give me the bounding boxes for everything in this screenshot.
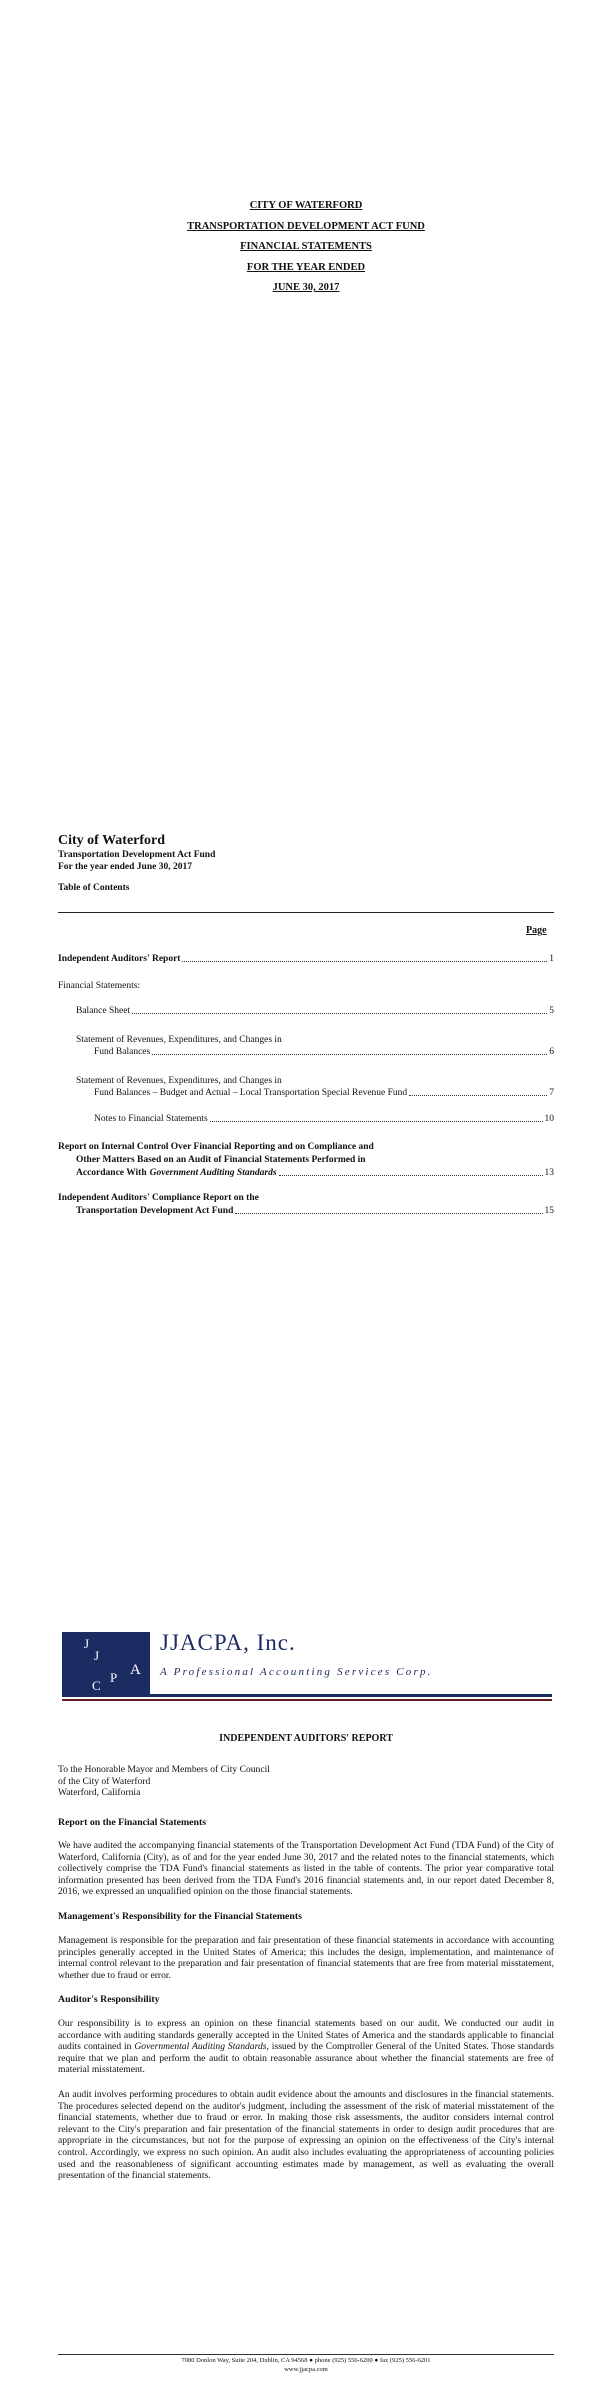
toc-entry-title-prefix: Accordance With — [76, 1168, 147, 1178]
toc-financial-statements-label: Financial Statements: — [58, 981, 141, 991]
cover-line-year-ended: FOR THE YEAR ENDED — [246, 261, 366, 273]
paragraph-auditor-responsibility — [58, 2018, 554, 2076]
toc-label: Table of Contents — [58, 883, 130, 893]
toc-header — [58, 833, 558, 893]
firm-logo-mark — [62, 1632, 150, 1696]
footer-website[interactable]: www.jjacpa.com — [284, 2366, 328, 2373]
toc-year: For the year ended June 30, 2017 — [58, 862, 192, 872]
toc-internal-line1: Report on Internal Control Over Financial Reporting and on Compliance and — [58, 1142, 374, 1152]
paragraph-management-responsibility: Management is responsible for the preparation and fair presentation of these financial statements in accordance with accounting principles generally accepted in the United States of America; this includes the design, implementation, and maintenance of internal control relevant to the preparation and fair presentation of financial statements that are free from material misstatement, whether due to fraud or error. — [58, 1935, 554, 1981]
toc-entry-page: 15 — [544, 1206, 554, 1216]
toc-internal-line2: Other Matters Based on an Audit of Financial Statements Performed in — [76, 1155, 366, 1165]
cover-line-statements: FINANCIAL STATEMENTS — [240, 241, 372, 252]
toc-entry-page: 1 — [549, 954, 554, 964]
toc-budget-line1: Statement of Revenues, Expenditures, and Changes in — [76, 1076, 282, 1086]
logo-letter-c: C — [92, 1678, 101, 1693]
toc-leader-dots — [210, 1121, 543, 1122]
report-addressee — [58, 1764, 554, 1799]
toc-entry-page: 10 — [544, 1114, 554, 1124]
toc-entry-page: 5 — [549, 1006, 554, 1016]
report-title: INDEPENDENT AUDITORS' REPORT — [219, 1733, 393, 1744]
toc-entry-notes[interactable] — [94, 1113, 554, 1125]
toc-leader-dots — [409, 1095, 547, 1096]
toc-leader-dots — [235, 1213, 542, 1214]
toc-entry-title: Notes to Financial Statements — [94, 1114, 208, 1124]
toc-entry-compliance[interactable] — [76, 1205, 554, 1217]
section-heading-management: Management's Responsibility for the Financial Statements — [58, 1911, 302, 1922]
firm-name: JJACPA, Inc. — [160, 1630, 296, 1655]
cover-line-fund: TRANSPORTATION DEVELOPMENT ACT FUND — [187, 220, 425, 232]
paragraph-audit-scope: We have audited the accompanying financial statements of the Transportation Development Act Fund (TDA Fund) of the City of Waterford, California (City), as of and for the year ended June 30, 2017 and the related notes to the financial statements, which collectively comprise the TDA Fund's financial statements as listed in the table of contents. The prior year comparative total information presented has been derived from the TDA Fund's 2016 financial statements and, in our report dated December 8, 2016, we expressed an unqualified opinion on the those financial statements. — [58, 1840, 554, 1898]
section-heading-financial-statements: Report on the Financial Statements — [58, 1817, 207, 1828]
toc-entry-balance-sheet[interactable] — [76, 1005, 554, 1017]
paragraph-audit-procedures: An audit involves performing procedures to obtain audit evidence about the amounts and disclosures in the financial statements. The procedures selected depend on the auditor's judgment, including the assessment of the risk of material misstatement of the financial statements, whether due to fraud or error. In making those risk assessments, the auditor considers internal control relevant to the City's preparation and fair presentation of the financial statements in order to design audit procedures that are appropriate in the circumstances, but not for the purpose of expressing an opinion on the effectiveness of the City's internal control. Accordingly, we express no such opinion. An audit also includes evaluating the appropriateness of accounting policies used and the reasonableness of significant accounting estimates made by management, as well as evaluating the overall presentation of the financial statements. — [58, 2089, 554, 2182]
cover-title-block — [0, 196, 612, 299]
toc-leader-dots — [152, 1054, 547, 1055]
addressee-line: of the City of Waterford — [58, 1775, 151, 1787]
logo-letter-j1: J — [84, 1636, 90, 1651]
paragraph-text: , issued by the Comptroller General of the United States. Those standards require that we plan and perform the audit to obtain reasonable assurance about whether the financial statements are free of material misstatement. — [58, 2041, 555, 2076]
toc-leader-dots — [279, 1175, 543, 1176]
toc-divider — [58, 912, 554, 913]
toc-revenues-line1: Statement of Revenues, Expenditures, and Changes in — [76, 1035, 282, 1045]
toc-entry-title: Fund Balances — [94, 1047, 151, 1057]
toc-entry-title: Balance Sheet — [76, 1006, 131, 1016]
letterhead-rule-maroon — [62, 1699, 552, 1701]
toc-entry-title: Independent Auditors' Report — [58, 954, 181, 964]
cover-line-date: JUNE 30, 2017 — [272, 282, 340, 293]
letterhead-rule-navy — [62, 1694, 552, 1697]
toc-entry-title-italic: Government Auditing Standards — [149, 1168, 277, 1178]
toc-entry-title: Fund Balances – Budget and Actual – Local Transportation Special Revenue Fund — [94, 1088, 408, 1098]
paragraph-text: Our responsibility is to express an opinion on these financial statements based on our audit. We conducted our audit in accordance with auditing standards generally accepted in the United States of America and the standards applicable to financial audits contained in — [58, 2018, 554, 2053]
toc-leader-dots — [132, 1013, 547, 1014]
logo-letter-a: A — [130, 1662, 141, 1678]
paragraph-italic-title: Governmental Auditing Standards — [134, 2041, 267, 2053]
toc-entry-page: 7 — [549, 1088, 554, 1098]
toc-entry-fund-balances[interactable] — [94, 1046, 554, 1058]
cover-line-city: CITY OF WATERFORD — [249, 200, 363, 211]
toc-entry-auditors-report[interactable] — [58, 953, 554, 965]
toc-leader-dots — [182, 961, 547, 962]
logo-letter-j2: J — [94, 1648, 100, 1663]
addressee-line: Waterford, California — [58, 1787, 141, 1799]
toc-entry-page: 13 — [544, 1168, 554, 1178]
toc-page-header: Page — [526, 925, 547, 936]
toc-compliance-line1: Independent Auditors' Compliance Report on the — [58, 1193, 259, 1203]
footer-address: 7080 Donlon Way, Suite 204, Dublin, CA 94568 ● phone (925) 556-6200 ● fax (925) 556-6201 — [181, 2357, 431, 2364]
toc-fund-name: Transportation Development Act Fund — [58, 850, 216, 860]
toc-entry-page: 6 — [549, 1047, 554, 1057]
logo-letter-p: P — [110, 1670, 118, 1685]
footer-divider — [58, 2354, 554, 2355]
firm-tagline: A Professional Accounting Services Corp. — [160, 1666, 433, 1678]
section-heading-auditor: Auditor's Responsibility — [58, 1994, 160, 2005]
addressee-line: To the Honorable Mayor and Members of City Council — [58, 1764, 270, 1775]
toc-entry-budget-actual[interactable] — [94, 1087, 554, 1099]
toc-entry-internal-control[interactable] — [76, 1167, 554, 1179]
toc-city-name: City of Waterford — [58, 833, 166, 848]
toc-entry-title: Transportation Development Act Fund — [76, 1206, 234, 1216]
